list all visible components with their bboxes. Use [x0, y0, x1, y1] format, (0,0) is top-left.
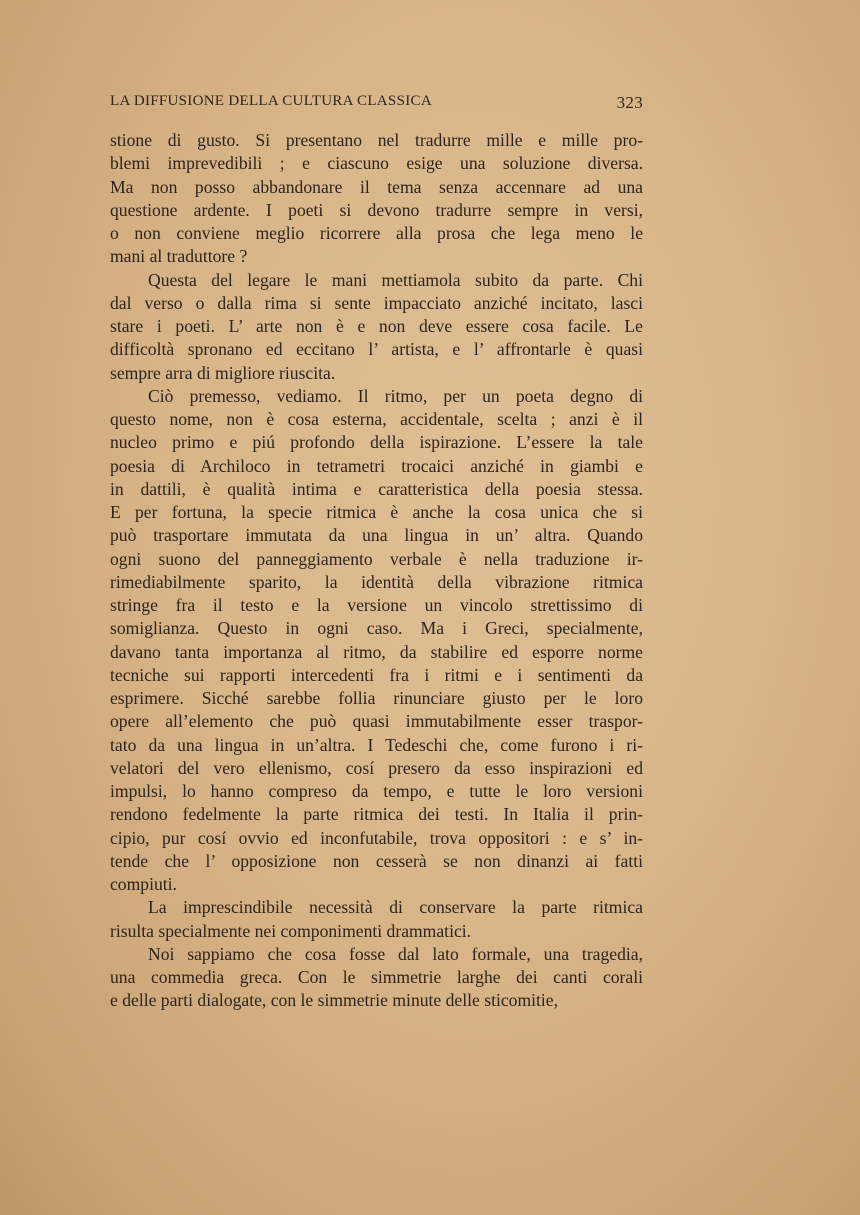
text-line: nucleo primo e piú profondo della ispirazione. L’essere la tale: [110, 432, 643, 453]
text-line: Ma non posso abbandonare il tema senza accennare ad una: [110, 176, 643, 197]
body-text: [110, 129, 643, 1013]
text-line: risulta specialmente nei componimenti drammatici.: [110, 920, 472, 941]
paragraph: [110, 269, 643, 385]
text-line: opere all’elemento che può quasi immutabilmente esser traspor-: [110, 711, 643, 732]
text-line: rendono fedelmente la parte ritmica dei testi. In Italia il prin-: [110, 804, 643, 825]
text-line: questo nome, non è cosa esterna, accidentale, scelta ; anzi è il: [110, 409, 643, 429]
text-line: La imprescindibile necessità di conservare la parte ritmica: [148, 897, 643, 918]
text-line: stare i poeti. L’ arte non è e non deve essere cosa facile. Le: [110, 316, 643, 336]
paragraph: [110, 129, 643, 269]
text-line: mani al traduttore ?: [110, 246, 248, 267]
text-line: davano tanta importanza al ritmo, da stabilire ed esporre norme: [110, 641, 643, 662]
text-line: ogni suono del panneggiamento verbale è nella traduzione ir-: [110, 548, 643, 569]
text-line: può trasportare immutata da una lingua in un’ altra. Quando: [110, 525, 643, 546]
text-line: compiuti.: [110, 874, 177, 894]
text-line: una commedia greca. Con le simmetrie larghe dei canti corali: [110, 967, 643, 987]
text-line: Ciò premesso, vediamo. Il ritmo, per un poeta degno di: [148, 385, 643, 406]
text-line: poesia di Archiloco in tetrametri trocaici anziché in giambi e: [110, 455, 643, 476]
text-line: difficoltà spronano ed eccitano l’ artista, e l’ affrontarle è quasi: [110, 339, 643, 360]
running-title: LA DIFFUSIONE DELLA CULTURA CLASSICA: [110, 93, 432, 109]
text-line: impulsi, lo hanno compreso da tempo, e tutte le loro versioni: [110, 781, 643, 801]
text-line: o non conviene meglio ricorrere alla prosa che lega meno le: [110, 223, 643, 243]
text-line: stione di gusto. Si presentano nel tradurre mille e mille pro-: [110, 130, 643, 150]
text-line: e delle parti dialogate, con le simmetrie minute delle sticomitie,: [110, 990, 559, 1011]
text-line: velatori del vero ellenismo, cosí presero da esso inspirazioni ed: [110, 757, 643, 778]
text-line: sempre arra di migliore riuscita.: [110, 362, 336, 383]
text-line: tecniche sui rapporti intercedenti fra i ritmi e i sentimenti da: [110, 664, 643, 685]
text-line: tato da una lingua in un’altra. I Tedeschi che, come furono i ri-: [110, 734, 643, 755]
paragraph: [110, 943, 643, 1013]
page-number: 323: [616, 93, 643, 112]
text-line: stringe fra il testo e la versione un vincolo strettissimo di: [110, 595, 643, 615]
text-line: rimediabilmente sparito, la identità della vibrazione ritmica: [110, 571, 643, 592]
text-line: questione ardente. I poeti si devono tradurre sempre in versi,: [110, 199, 643, 220]
paragraph: [110, 896, 643, 943]
text-line: cipio, pur cosí ovvio ed inconfutabile, trova oppositori : e s’ in-: [110, 827, 643, 848]
text-line: Noi sappiamo che cosa fosse dal lato formale, una tragedia,: [148, 943, 643, 964]
text-line: esprimere. Sicché sarebbe follia rinunciare giusto per le loro: [110, 688, 643, 708]
paragraph: [110, 385, 643, 897]
text-line: blemi imprevedibili ; e ciascuno esige una soluzione diversa.: [110, 153, 643, 174]
text-line: Questa del legare le mani mettiamola subito da parte. Chi: [148, 269, 643, 290]
text-line: in dattili, è qualità intima e caratteristica della poesia stessa.: [110, 478, 643, 499]
text-line: dal verso o dalla rima si sente impacciato anziché incitato, lasci: [110, 292, 643, 313]
text-line: somiglianza. Questo in ogni caso. Ma i Greci, specialmente,: [110, 618, 643, 639]
text-line: E per fortuna, la specie ritmica è anche la cosa unica che si: [110, 502, 643, 522]
text-line: tende che l’ opposizione non cesserà se non dinanzi ai fatti: [110, 850, 643, 871]
